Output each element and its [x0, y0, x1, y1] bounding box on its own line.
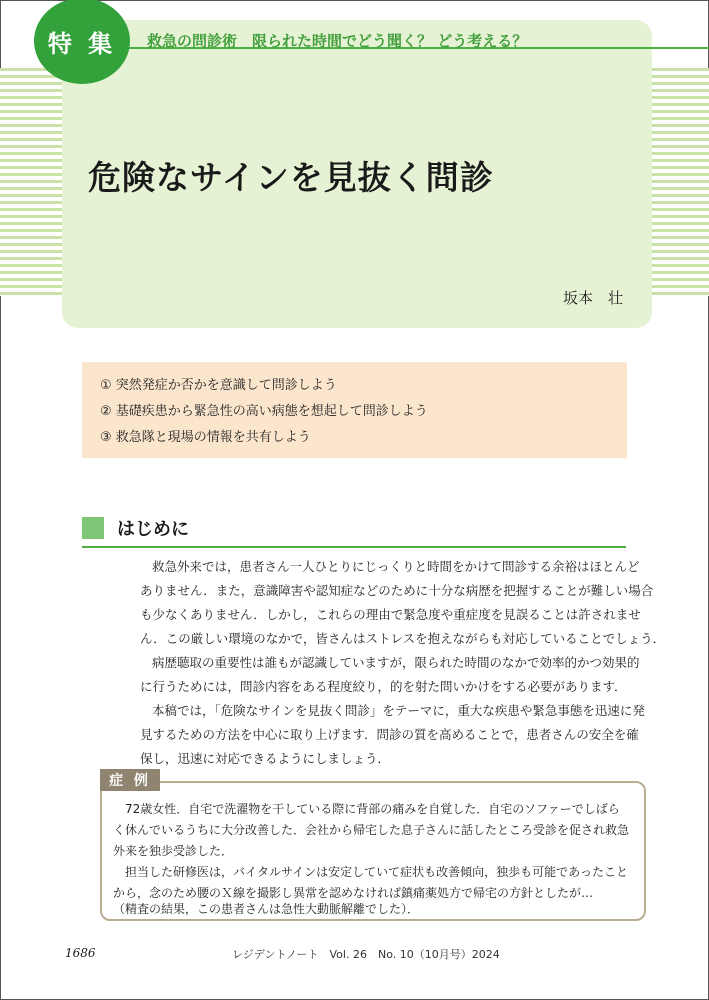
section-marker — [82, 517, 104, 539]
journal-footer: レジデントノート Vol. 26 No. 10（10月号）2024 — [232, 948, 500, 961]
decorative-stripes-left — [0, 68, 62, 296]
body-text-line: 保し，迅速に対応できるようにしましょう． — [140, 751, 391, 766]
section-title: はじめに — [117, 519, 189, 540]
feature-subtitle: 救急の問診術 限られた時間でどう聞く？ どう考える？ — [147, 32, 528, 50]
body-text-line: 本稿では，「危険なサインを見抜く問診」をテーマに，重大な疾患や緊急事態を迅速に発 — [152, 703, 645, 718]
key-point: ③ 救急隊と現場の情報を共有しよう — [100, 430, 311, 445]
decorative-stripes-right — [652, 68, 709, 296]
case-text-line: （精査の結果，この患者さんは急性大動脈解離でした）． — [113, 902, 420, 916]
case-text-line: 外来を独歩受診した． — [113, 844, 234, 858]
case-text-line: 72歳女性．自宅で洗濯物を干している際に背部の痛みを自覚した．自宅のソファーでしばら — [125, 802, 620, 816]
case-text-line: 担当した研修医は，バイタルサインは安定していて症状も改善傾向，独歩も可能であったこと — [125, 865, 629, 879]
body-text-line: も少なくありません．しかし，これらの理由で緊急度や重症度を見誤ることは許されませ — [140, 607, 641, 622]
body-text-line: に行うためには，問診内容をある程度絞り，的を射た問いかけをする必要があります． — [140, 679, 627, 694]
case-label: 症 例 — [100, 769, 160, 791]
section-rule — [82, 546, 626, 548]
body-text-line: 見するための方法を中心に取り上げます．問診の質を高めることで，患者さんの安全を確 — [140, 727, 639, 742]
key-points-box — [82, 362, 627, 458]
body-text-line: 病歴聴取の重要性は誰もが認識していますが，限られた時間のなかで効率的かつ効果的 — [152, 655, 640, 670]
page-number: 1686 — [65, 946, 96, 960]
body-text-line: ん．この厳しい環境のなかで，皆さんはストレスを抱えながらも対応していることでしょう． — [140, 631, 666, 646]
feature-badge: 特 集 — [34, 0, 130, 84]
body-text-line: 救急外来では，患者さん一人ひとりにじっくりと時間をかけて問診する余裕はほとんど — [152, 559, 640, 574]
case-text-line: く休んでいるうちに大分改善した．会社から帰宅した息子さんに話したところ受診を促され救急 — [113, 823, 630, 837]
key-point: ① 突然発症か否かを意識して問診しよう — [100, 378, 337, 393]
case-text-line: から，念のため腰のＸ線を撮影し異常を認めなければ鎮痛薬処方で帰宅の方針としたが… — [113, 886, 594, 900]
body-text-line: ありません．また，意識障害や認知症などのために十分な病歴を把握することが難しい場合 — [140, 583, 654, 598]
key-point: ② 基礎疾患から緊急性の高い病態を想起して問診しよう — [100, 404, 428, 419]
article-title: 危険なサインを見抜く問診 — [88, 158, 494, 197]
author-name: 坂本 壮 — [563, 289, 624, 307]
